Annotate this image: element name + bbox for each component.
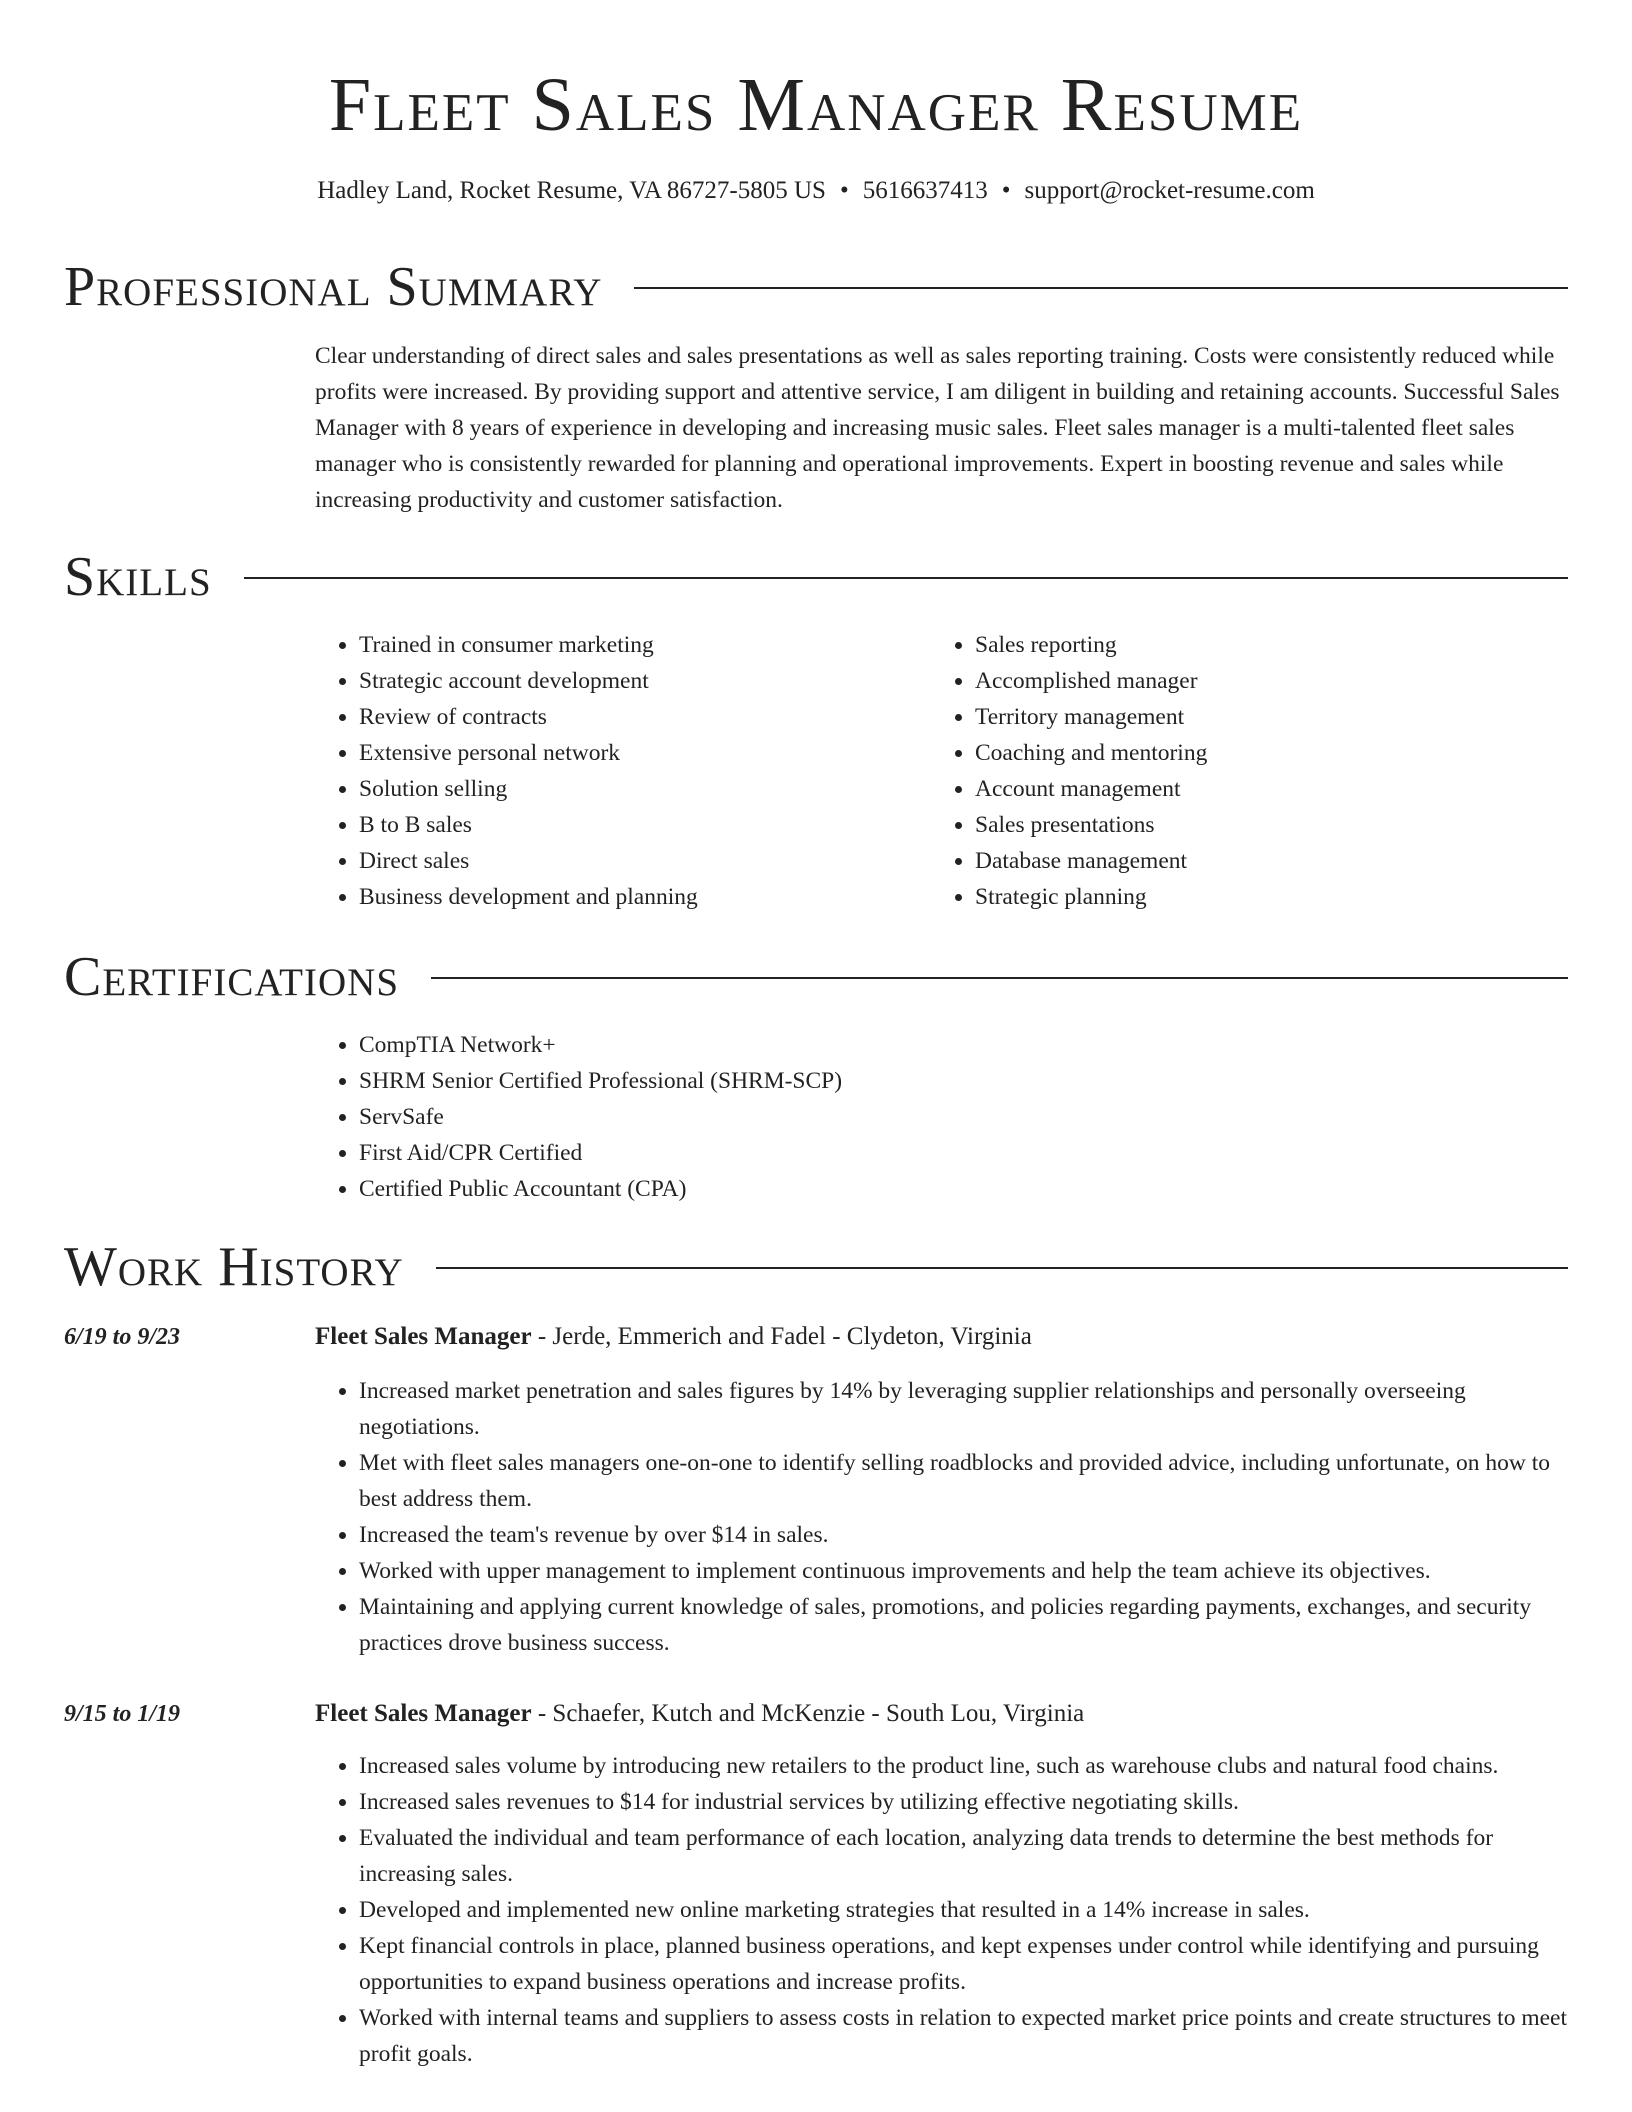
certifications-block (315, 1027, 1568, 1207)
job-bullet: • Kept financial controls in place, planned business operations, and kept expenses under control while identifying and pursuing opportunities to expand business operations and increase profits. (359, 1928, 1568, 2000)
skill-item: • Extensive personal network (359, 735, 875, 771)
certifications-heading: Certifications (64, 946, 400, 1008)
skill-item: • Strategic planning (975, 879, 1491, 915)
contact-email: support@rocket-resume.com (1024, 177, 1315, 204)
certification-item: • CompTIA Network+ (359, 1027, 1568, 1063)
skills-list-left (315, 627, 875, 915)
skills-section-header (64, 545, 1568, 609)
skill-item: • Database management (975, 843, 1491, 879)
work-section-header (64, 1235, 1568, 1299)
job-dates: 9/15 to 1/19 (64, 1701, 181, 1727)
contact-address: Hadley Land, Rocket Resume, VA 86727-5805 US (317, 177, 826, 204)
skill-item: • Direct sales (359, 843, 875, 879)
contact-separator: • (839, 177, 849, 204)
job-bullets (315, 1373, 1568, 1661)
section-divider (436, 1267, 1568, 1269)
job-bullets (315, 1748, 1568, 2072)
job-bullet: • Increased sales revenues to $14 for industrial services by utilizing effective negotiating skills. (359, 1784, 1568, 1820)
skills-list-right (931, 627, 1491, 915)
skill-item: • Accomplished manager (975, 663, 1491, 699)
job-bullet-list (315, 1373, 1568, 1661)
skill-item: • Sales presentations (975, 807, 1491, 843)
skill-item: • Sales reporting (975, 627, 1491, 663)
job-bullet: • Developed and implemented new online marketing strategies that resulted in a 14% increase in sales. (359, 1892, 1568, 1928)
job-company: - Jerde, Emmerich and Fadel - Clydeton, Virginia (531, 1323, 1032, 1350)
certifications-section-header (64, 945, 1568, 1009)
job-bullet: • Evaluated the individual and team performance of each location, analyzing data trends to determine the best methods for increasing sales. (359, 1820, 1568, 1892)
job-bullet: • Maintaining and applying current knowledge of sales, promotions, and policies regarding payments, exchanges, and security practices drove business success. (359, 1589, 1568, 1661)
job-company: - Schaefer, Kutch and McKenzie - South Lou, Virginia (531, 1700, 1085, 1727)
skill-item: • Strategic account development (359, 663, 875, 699)
skill-item: • Solution selling (359, 771, 875, 807)
section-divider (431, 977, 1568, 979)
contact-line (0, 174, 1632, 208)
job-role: Fleet Sales Manager (315, 1700, 532, 1727)
skill-item: • Coaching and mentoring (975, 735, 1491, 771)
skill-item: • Business development and planning (359, 879, 875, 915)
job-role: Fleet Sales Manager (315, 1323, 532, 1350)
skill-item: • Trained in consumer marketing (359, 627, 875, 663)
job-bullet-list (315, 1748, 1568, 2072)
certification-item: • Certified Public Accountant (CPA) (359, 1171, 1568, 1207)
contact-phone: 5616637413 (862, 177, 988, 204)
job-dates: 6/19 to 9/23 (64, 1324, 181, 1350)
section-divider (634, 287, 1568, 289)
summary-section-header (64, 255, 1568, 319)
certification-item: • First Aid/CPR Certified (359, 1135, 1568, 1171)
skills-heading: Skills (64, 546, 212, 608)
skill-item: • B to B sales (359, 807, 875, 843)
skill-item: • Review of contracts (359, 699, 875, 735)
work-heading: Work History (64, 1236, 404, 1298)
job-bullet: • Increased sales volume by introducing new retailers to the product line, such as warehouse clubs and natural food chains. (359, 1748, 1568, 1784)
skills-column-right (931, 627, 1491, 915)
summary-heading: Professional Summary (64, 256, 603, 318)
job-bullet: • Worked with upper management to implement continuous improvements and help the team achieve its objectives. (359, 1553, 1568, 1589)
certification-item: • SHRM Senior Certified Professional (SHRM-SCP) (359, 1063, 1568, 1099)
job-title-line (315, 1319, 1568, 1355)
job-bullet: • Worked with internal teams and suppliers to assess costs in relation to expected market price points and create structures to meet profit goals. (359, 2000, 1568, 2072)
skill-item: • Territory management (975, 699, 1491, 735)
skills-column-left (315, 627, 875, 915)
skill-item: • Account management (975, 771, 1491, 807)
job-title-line (315, 1696, 1568, 1732)
section-divider (244, 577, 1568, 579)
contact-separator: • (1001, 177, 1011, 204)
certifications-list (315, 1027, 1568, 1207)
job-bullet: • Increased the team's revenue by over $14 in sales. (359, 1517, 1568, 1553)
resume-title: Fleet Sales Manager Resume (328, 63, 1304, 147)
job-bullet: • Increased market penetration and sales figures by 14% by leveraging supplier relationships and personally overseeing negotiations. (359, 1373, 1568, 1445)
certification-item: • ServSafe (359, 1099, 1568, 1135)
job-bullet: • Met with fleet sales managers one-on-one to identify selling roadblocks and provided advice, including unfortunate, on how to best address them. (359, 1445, 1568, 1517)
summary-text: Clear understanding of direct sales and sales presentations as well as sales reporting training. Costs were consistently reduced while profits were increased. By providing support and attentive service, I am diligent in building and retaining accounts. Successful Sales Manager with 8 years of experience in developing and increasing music sales. Fleet sales manager is a multi-talented fleet sales manager who is consistently rewarded for planning and operational improvements. Expert in boosting revenue and sales while increasing productivity and customer satisfaction. (315, 343, 1560, 513)
